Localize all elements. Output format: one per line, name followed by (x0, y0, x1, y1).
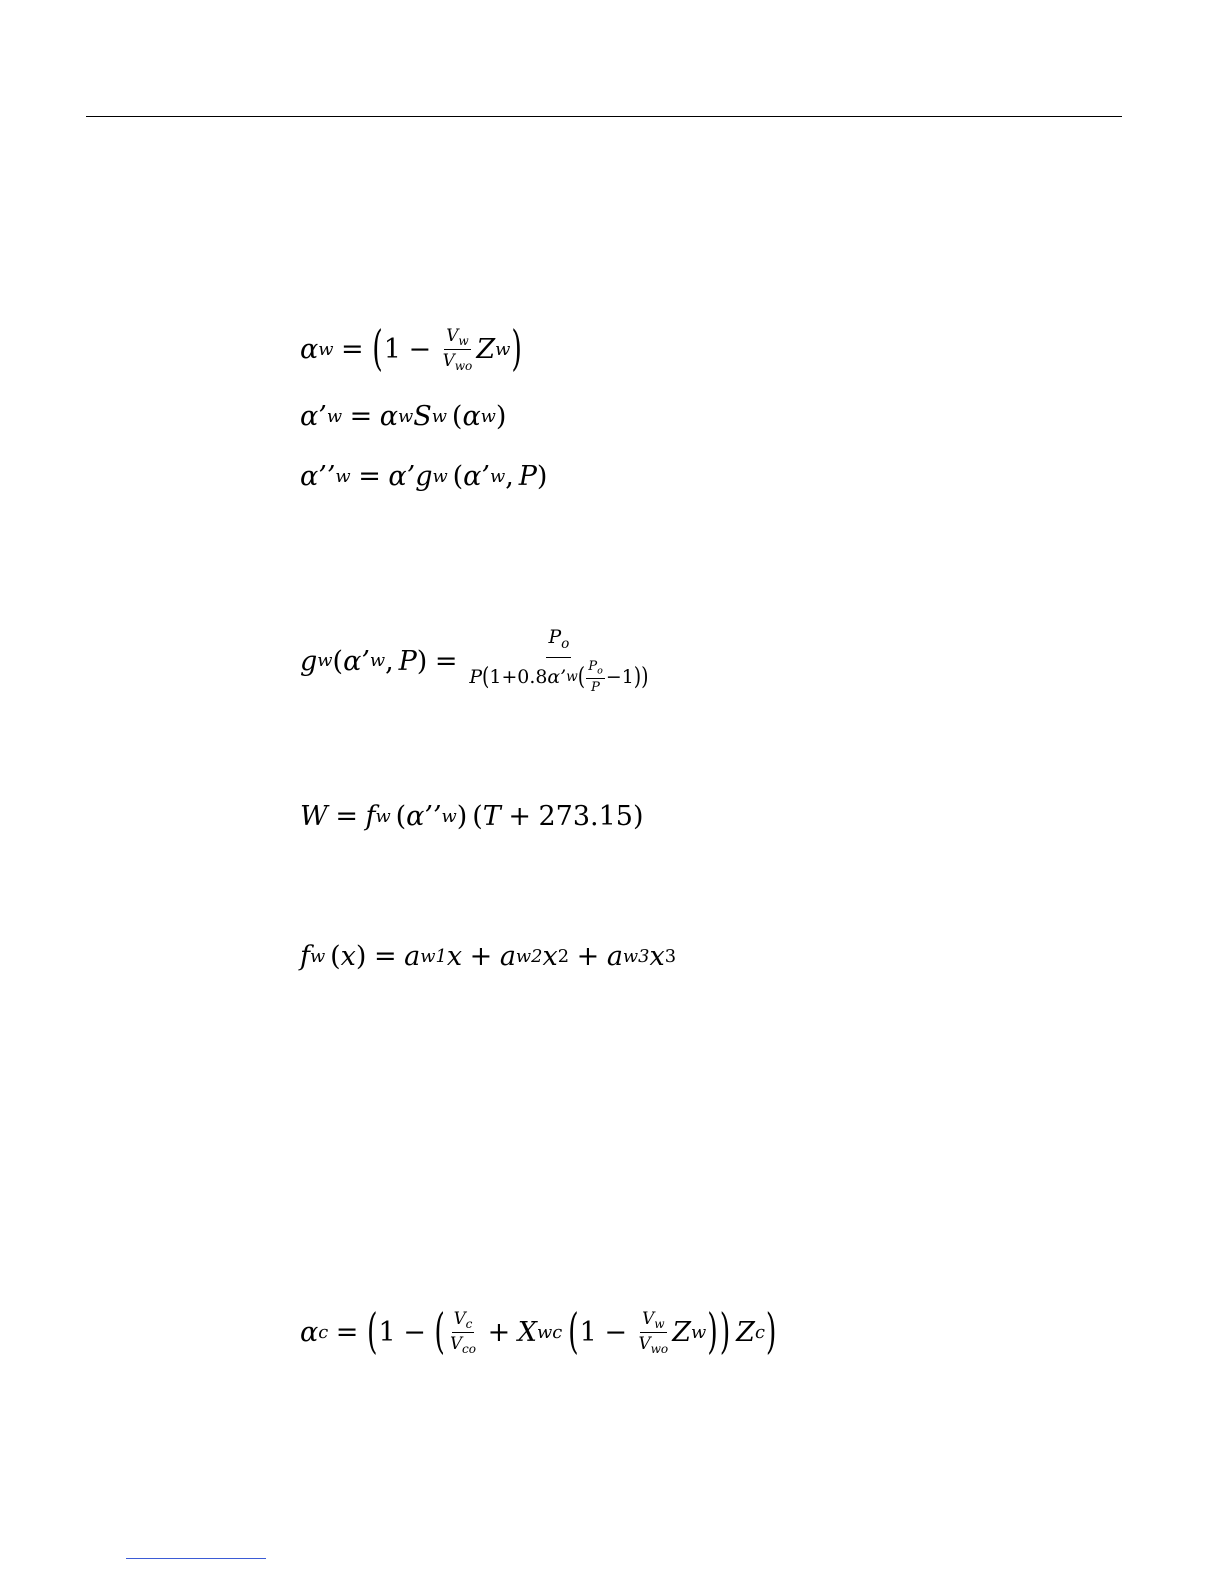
right-paren: ) (511, 322, 522, 377)
symbol: V (446, 325, 459, 345)
left-paren: ( (434, 1305, 445, 1360)
equation-f-w (300, 943, 676, 970)
symbol: x (340, 941, 356, 972)
prime-mark: ’ (481, 461, 490, 492)
subscript: w (495, 338, 511, 360)
fraction-denominator (448, 1333, 478, 1355)
subscript: w (654, 1317, 665, 1332)
fraction-numerator (452, 1310, 475, 1333)
minus-sign: − (403, 1317, 426, 1349)
symbol: α (300, 461, 319, 492)
exponent: 3 (664, 945, 677, 967)
footnote-rule (126, 1558, 266, 1559)
subscript: w3 (622, 945, 650, 967)
prime-mark: ’ (318, 401, 327, 432)
symbol: Z (736, 1317, 755, 1349)
left-paren: ( (568, 1305, 579, 1360)
fraction-numerator (546, 628, 571, 658)
subscript: o (561, 635, 570, 652)
symbol: α (547, 665, 561, 688)
symbol: V (442, 350, 455, 371)
fraction-denominator (467, 658, 650, 694)
subscript: w (690, 1321, 707, 1343)
left-paren: ( (577, 662, 586, 692)
comma: , (505, 461, 514, 492)
symbol: α (300, 401, 319, 432)
number: 0.8 (517, 665, 548, 688)
symbol: g (300, 645, 318, 677)
subscript: wo (650, 1342, 669, 1357)
symbol: P (588, 659, 598, 675)
plus-sign: + (576, 941, 600, 972)
equation-alpha-c (300, 1305, 777, 1360)
prime-mark: ’ (560, 665, 567, 688)
symbol: x (542, 941, 558, 972)
equals-sign: = (335, 1317, 359, 1349)
right-paren: ) (633, 662, 642, 692)
right-paren: ) (641, 662, 649, 692)
symbol: P (548, 626, 562, 648)
symbol: P (469, 665, 483, 688)
left-paren: ( (452, 461, 464, 492)
right-paren: ) (632, 801, 644, 832)
symbol: S (413, 401, 432, 432)
left-paren: ( (366, 1305, 378, 1360)
left-paren: ( (472, 801, 483, 832)
number: 1 (383, 334, 401, 366)
subscript: c (318, 1321, 329, 1343)
minus-sign: − (408, 334, 432, 366)
subscript: wc (536, 1321, 563, 1343)
subscript: w (458, 334, 469, 349)
symbol: P (591, 680, 600, 696)
equation-g-w (300, 628, 653, 694)
number: 1 (378, 1317, 396, 1349)
number: 1 (621, 665, 634, 688)
right-paren: ) (416, 645, 428, 677)
subscript: w (480, 405, 496, 427)
fraction (637, 1310, 671, 1356)
subscript: w (317, 650, 333, 672)
fraction (467, 628, 650, 694)
symbol: V (642, 1308, 655, 1328)
prime-mark: ’’ (424, 801, 442, 832)
prime-mark: ’’ (318, 461, 336, 492)
symbol: α (300, 334, 319, 366)
symbol: a (606, 941, 623, 972)
fraction (441, 327, 475, 373)
number: 1 (579, 1317, 597, 1349)
equation-alpha-w (300, 322, 523, 377)
equation-alpha-double-prime-w (300, 463, 547, 490)
right-paren: ) (765, 1305, 777, 1360)
fraction-denominator (441, 350, 475, 372)
equation-alpha-prime-w (300, 403, 506, 430)
inner-fraction (586, 660, 605, 694)
symbol: α (406, 801, 425, 832)
equation-w (300, 803, 644, 830)
subscript: w1 (420, 945, 447, 967)
symbol: α (379, 401, 399, 432)
symbol: g (415, 461, 433, 492)
fraction (448, 1310, 478, 1356)
equals-sign: = (358, 461, 381, 492)
symbol: V (453, 1308, 466, 1328)
right-paren: ) (536, 461, 548, 492)
symbol: α (300, 1317, 319, 1349)
subscript: w (398, 405, 414, 427)
right-paren: ) (355, 941, 367, 972)
subscript: c (754, 1321, 765, 1343)
symbol: a (499, 941, 516, 972)
number: 273.15 (538, 801, 633, 832)
comma: , (385, 645, 394, 677)
left-paren: ( (482, 662, 490, 692)
symbol: x (446, 941, 463, 972)
minus-sign: − (605, 665, 622, 688)
symbol: α (463, 461, 482, 492)
symbol: f (300, 941, 310, 972)
subscript: w (431, 405, 448, 427)
symbol: α (388, 461, 407, 492)
subscript: w (375, 805, 391, 827)
plus-sign: + (501, 665, 518, 688)
symbol: P (518, 461, 537, 492)
left-paren: ( (332, 645, 344, 677)
fraction-numerator (640, 1310, 666, 1333)
fraction-numerator (586, 660, 605, 679)
subscript: w (566, 668, 578, 685)
symbol: V (449, 1333, 463, 1354)
fraction-denominator (589, 679, 602, 694)
equals-sign: = (373, 941, 397, 972)
right-paren: ) (456, 801, 468, 832)
plus-sign: + (487, 1317, 511, 1349)
header-rule (86, 116, 1122, 117)
prime-mark: ’ (406, 461, 416, 492)
subscript: w (310, 945, 326, 967)
equals-sign: = (434, 645, 458, 677)
subscript: co (462, 1342, 477, 1357)
symbol: α (462, 401, 481, 432)
subscript: w2 (515, 945, 543, 967)
subscript: w (326, 405, 343, 427)
symbol: P (398, 645, 417, 677)
fraction-numerator (444, 327, 470, 350)
equals-sign: = (349, 401, 373, 432)
symbol: Z (672, 1317, 691, 1349)
subscript: w (489, 465, 506, 487)
subscript: w (318, 338, 334, 360)
fraction-denominator (637, 1333, 671, 1355)
symbol: T (482, 801, 501, 832)
subscript: w (432, 465, 448, 487)
exponent: 2 (557, 945, 570, 967)
subscript: w (369, 650, 386, 672)
prime-mark: ’ (361, 645, 370, 677)
right-paren: ) (719, 1305, 731, 1360)
plus-sign: + (469, 941, 493, 972)
symbol: f (365, 801, 376, 832)
right-paren: ) (707, 1305, 718, 1360)
subscript: w (441, 805, 457, 827)
symbol: x (649, 941, 665, 972)
subscript: o (597, 665, 603, 677)
left-paren: ( (330, 941, 341, 972)
equals-sign: = (335, 801, 358, 832)
symbol: Z (476, 334, 496, 366)
equals-sign: = (341, 334, 364, 366)
left-paren: ( (372, 322, 383, 377)
left-paren: ( (451, 401, 463, 432)
minus-sign: − (604, 1317, 627, 1349)
left-paren: ( (395, 801, 407, 832)
subscript: c (465, 1317, 473, 1332)
symbol: W (300, 801, 328, 832)
plus-sign: + (508, 801, 531, 832)
number: 1 (489, 665, 502, 688)
symbol: X (517, 1317, 537, 1349)
subscript: wo (454, 359, 473, 374)
symbol: V (638, 1333, 651, 1354)
symbol: α (343, 645, 362, 677)
symbol: a (404, 941, 421, 972)
subscript: w (335, 465, 351, 487)
right-paren: ) (495, 401, 507, 432)
